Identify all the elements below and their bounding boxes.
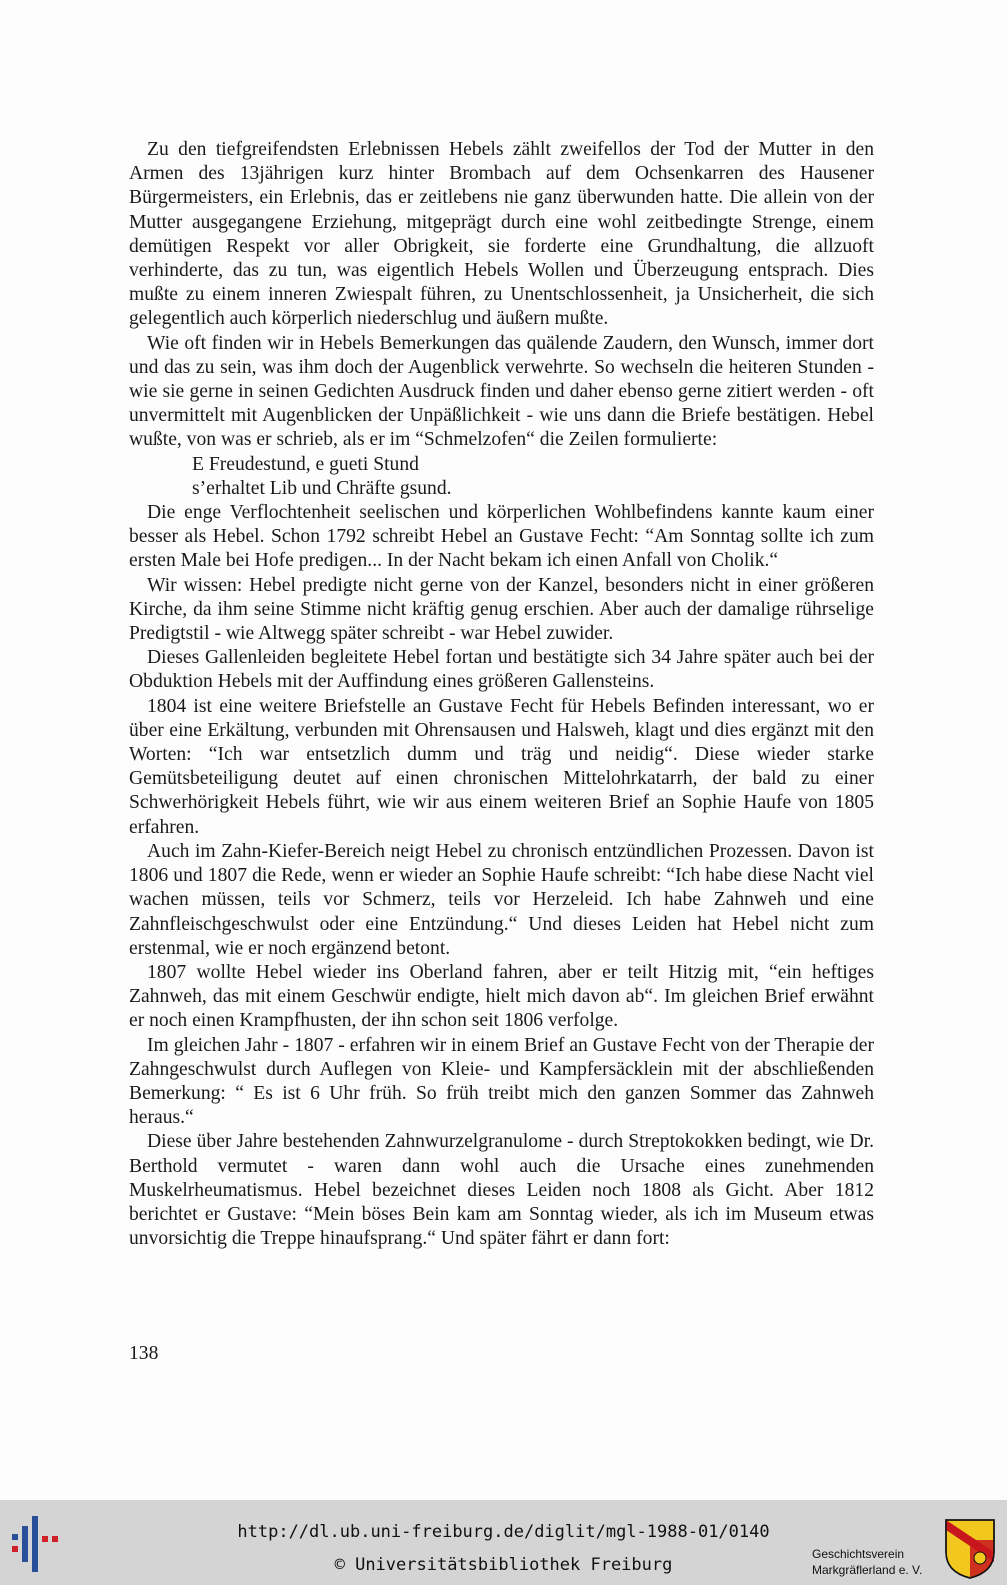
footer-copyright: © Universitätsbibliothek Freiburg — [334, 1555, 673, 1575]
paragraph: Im gleichen Jahr - 1807 - erfahren wir in einem Brief an Gustave Fecht von der Therapie der Zahngeschwulst durch Auflegen von Kleie- und Kampfersäcklein mit der abschließenden Bemerkung: “ Es ist 6 Uhr früh. So früh treibt mich den ganzen Sommer das Zahnweh heraus.“ — [129, 1034, 874, 1129]
body-text — [129, 138, 874, 1251]
paragraph: Dieses Gallenleiden begleitete Hebel fortan und bestätigte sich 34 Jahre später auch bei der Obduktion Hebels mit der Auffindung eines größeren Gallensteins. — [129, 647, 874, 693]
coat-of-arms-icon — [944, 1518, 996, 1580]
paragraph: Auch im Zahn-Kiefer-Bereich neigt Hebel zu chronisch entzündlichen Prozessen. Davon ist 1806 und 1807 die Rede, wenn er wieder an Sophie Haufe schreibt: “Ich habe diese Nacht viel wachen müssen, teils vor Schmerz, teils vor Herzeleid. Ich habe Zahnweh und eine Zahnfleischgeschwulst oder eine Entzündung.“ Und dieses Leiden hat Hebel nicht zum erstenmal, wie er noch ergänzend betont. — [129, 840, 874, 959]
paragraph: Wir wissen: Hebel predigte nicht gerne von der Kanzel, besonders nicht in einer größeren Kirche, da ihm seine Stimme nicht kräftig genug erschien. Aber auch der damalige rührselige Predigtstil - wie Altwegg später schreibt - war Hebel zuwider. — [129, 574, 874, 645]
paragraph: 1804 ist eine weitere Briefstelle an Gustave Fecht für Hebels Befinden interessant, wo er über eine Erkältung, verbunden mit Ohrensausen und Halsweh, klagt und dies ergänzt mit den Worten: “Ich war entsetzlich dumm und träg und neidig“. Diese wieder starke Gemütsbeteiligung deutet auf einen chronischen Mittelohrkatarrh, der bald zu einer Schwerhörigkeit Hebels führt, wie wir aus einem weiteren Brief an Sophie Haufe von 1805 erfahren. — [129, 695, 874, 838]
paragraph: Zu den tiefgreifendsten Erlebnissen Hebels zählt zweifellos der Tod der Mutter in den Armen des 13jährigen kurz hinter Brombach auf dem Ochsenkarren des Hausener Bürgermeisters, ein Erlebnis, das er zeitlebens nie ganz überwunden hatte. Die allein von der Mutter ausgegangene Erziehung, mitgeprägt durch eine wohl zeitbedingte Strenge, einem demütigen Respekt vor aller Obrigkeit, sie forderte eine Grundhaltung, die allzuoft verhinderte, das zu tun, was eigentlich Hebels Wollen und Überzeugung entsprach. Dies mußte zu einem inneren Zwiespalt führen, zu Unentschlossenheit, ja Unsicherheit, die sich gelegentlich auch körperlich niederschlug und äußern mußte. — [129, 139, 874, 330]
paragraph: 1807 wollte Hebel wieder ins Oberland fahren, aber er teilt Hitzig mit, “ein heftiges Zahnweh, das mit einem Geschwür endigte, hielt mich davon ab“. Im gleichen Brief erwähnt er noch einen Krampfhusten, der ihn schon seit 1806 verfolge. — [129, 961, 874, 1032]
verse-line: s’erhaltet Lib und Chräfte gsund. — [192, 477, 452, 499]
society-name-line: Markgräflerland e. V. — [812, 1563, 923, 1577]
paragraph: Die enge Verflochtenheit seelischen und körperlichen Wohlbefindens kannte kaum einer besser als Hebel. Schon 1792 schreibt Hebel an Gustave Fecht: “Am Sonntag sollte ich zum ersten Male bei Hofe predigen... In der Nacht bekam ich einen Anfall von Cholik.“ — [129, 502, 874, 572]
paragraph: Wie oft finden wir in Hebels Bemerkungen das quälende Zaudern, den Wunsch, immer dort und das zu sein, was ihm doch der Augenblick verwehrte. So wechseln die heiteren Stunden - wie sie gerne in seinen Gedichten Ausdruck finden und daher ebenso gerne zitiert werden - oft unvermittelt mit Augenblicken der Unpäßlichkeit - wie uns dann die Briefe bestätigen. Hebel wußte, von was er schrieb, als er im “Schmelzofen“ die Zeilen formulierte: — [129, 332, 874, 451]
verse-line: E Freudestund, e gueti Stund — [192, 453, 419, 475]
paragraph: Diese über Jahre bestehenden Zahnwurzelgranulome - durch Streptokokken bedingt, wie Dr. Berthold vermutet - waren dann wohl auch die Ursache eines zunehmenden Muskelrheumatismus. Hebel bezeichnet dieses Leiden noch 1808 als Gicht. Aber 1812 berichtet er Gustave: “Mein böses Bein kam am Sonntag wieder, als ich im Museum etwas unvorsichtig die Treppe hinaufsprang.“ Und später fährt er dann fort: — [129, 1131, 874, 1250]
page-number: 138 — [129, 1343, 159, 1364]
society-name-line: Geschichtsverein — [812, 1547, 905, 1561]
society-name — [812, 1546, 942, 1578]
footer-url-link[interactable]: http://dl.ub.uni-freiburg.de/diglit/mgl-1988-01/0140 — [237, 1522, 770, 1542]
